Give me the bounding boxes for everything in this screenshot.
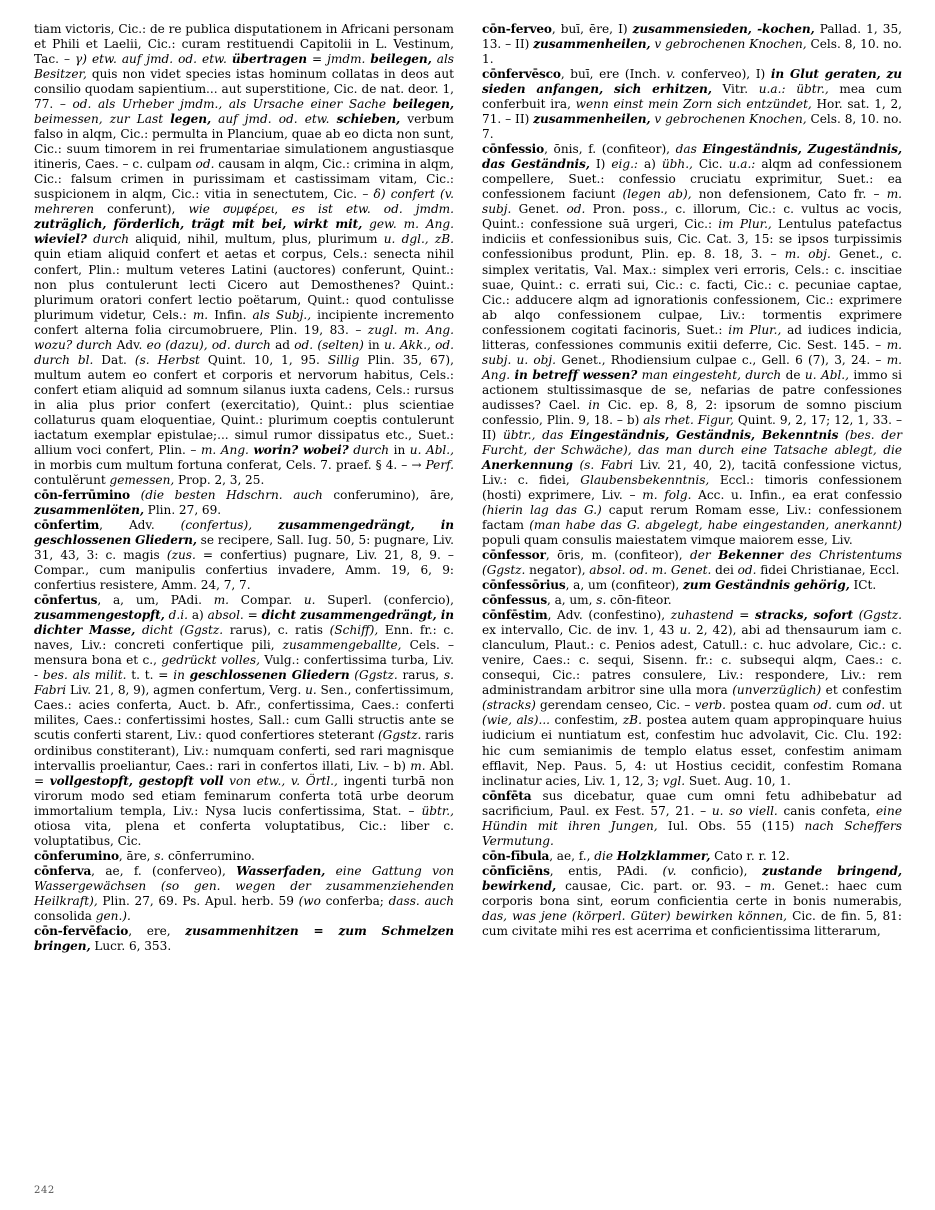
headword: cōnfessōrius: [482, 578, 566, 593]
headword: cōnfēstim: [482, 608, 548, 623]
entry-confessus: cōnfessus, a, um, s. cōn-fiteor.: [482, 593, 672, 608]
entry-conferva: cōnferva, ae, f. (conferveo), Wasserfaden, eine Gattung von Wassergewächsen (so gen. wegen der zusammenziehenden Heilkraft), Plin. 27, 69. Ps. Apul. herb. 59 (wo conferba; dass. auch consolida gen.).: [34, 863, 455, 923]
headword: cōnferva: [34, 863, 92, 878]
headword: cōnfertus: [34, 593, 98, 608]
headword: cōnfessus: [482, 593, 547, 608]
entry-conficiens: cōnfīciēns, entis, PAdi. (v. conficio), zustande bringend, bewirkend, causae, Cic. part. or. 93. – m. Genet.: haec cum corporis bona sint, eorum conficientia certe in bonis numerabis, das, was jene (körperl. Güter) bewirken können, Cic. de fin. 5, 81: cum civitate mihi res est acerrima et conficientissima litterarum,: [482, 863, 903, 938]
entry-confeta: cōnfēta sus dicebatur, quae cum omni fetu adhibebatur ad sacrificium, Paul. ex Fest. 57, 21. – u. so viell. canis confeta, eine Hündin mit ihren Jungen, Iul. Obs. 55 (115) nach Scheffers Vermutung.: [482, 788, 903, 848]
headword: cōnfessor: [482, 548, 546, 563]
two-column-layout: [34, 22, 901, 1162]
headword: cōn-ferveo: [482, 22, 552, 36]
entry-confessio: cōnfessio, ōnis, f. (confiteor), das Eingeständnis, Zugeständnis, das Geständnis, I) eig.: a) übh., Cic. u.a.: alqm ad confessionem compellere, Suet.: confessio cruciatu exprimitur, Suet.: ea confessionem faciunt (legen ab), non defensionem, Cato fr. – m. subj. Genet. od. Pron. poss., c. illorum, Cic.: c. vultus ac vocis, Quint.: confessione suā urgeri, Cic.: im Plur., Lentulus patefactus indiciis et confessionibus suis, Cic. Cat. 3, 15: se ipsos turpissimis confessionibus produnt, Plin. ep. 8. 18, 3. – m. obj. Genet., c. simplex veritatis, Val. Max.: simplex veri erroris, Cels.: c. inscitiae suae, Quint.: c. errati sui, Cic.: c. facti, Cic.: c. pecuniae captae, Cic.: adducere alqm ad ignorationis confessionem, Cic.: exprimere ab alqo confessionem culpae, Liv.: tormentis exprimere confessionem cogitati facinoris, Suet.: im Plur., ad iudices indicia, litteras, confessiones communis exitii deferre, Cic. Sest. 145. – m. subj. u. obj. Genet., Rhodiensium culpae c., Gell. 6 (7), 3, 24. – m. Ang. in betreff wessen? man eingesteht, durch de u. Abl., immo si actionem stultissimasque de se, nefarias de patre confessiones audisses? Cael. in Cic. ep. 8, 8, 2: ipsorum de somno piscium confessio, Plin. 9, 18. – b) als rhet. Figur, Quint. 9, 2, 17; 12, 1, 33. – II) übtr., das Eingeständnis, Geständnis, Bekenntnis (bes. der Furcht, der Schwäche), das man durch eine Tatsache ablegt, die Anerkennung (s. Fabri Liv. 21, 40, 2), tacitā confessione victus, Liv.: c. fidei, Glaubensbekenntnis, Eccl.: timoris confessionem (hosti) exprimere, Liv. – m. folg. Acc. u. Infin., ea erat confessio (hierin lag das G.) caput rerum Romam esse, Liv.: confessionem factam (man habe das G. abgelegt, habe eingestanden, anerkannt) populi quam consulis maiestatem vimque maiorem esse, Liv.: [482, 142, 903, 548]
headword: cōnfervēsco: [482, 67, 561, 82]
entry-con-ferrumino: cōn-ferrūmino (die besten Hdschrn. auch conferumino), āre, zusammenlöten, Plin. 27, 69.: [34, 487, 454, 517]
headword: cōnfīciēns: [482, 863, 550, 878]
entry-confertus: cōnfertus, a, um, PAdi. m. Compar. u. Superl. (confercio), zusammengestopft, d.i. a) absol. = dicht zusammengedrängt, in dichter Masse, dicht (Ggstz. rarus), c. ratis (Schiff), Enn. fr.: c. naves, Liv.: concreti confertique pili, zusammengeballte, Cels. – mensura bona et c., gedrückt volles, Vulg.: confertissima turba, Liv. - bes. als milit. t. t. = in geschlossenen Gliedern (Ggstz. rarus, s. Fabri Liv. 21, 8, 9), agmen confertum, Verg. u. Sen., confertissimum, Caes.: acies conferta, Auct. b. Afr., confertissima, Caes.: conferti milites, Caes.: confertissimi hostes, Sall.: cum Galli structis ante se scutis conferti starent, Liv.: quod confertiores steterant (Ggstz. raris ordinibus constiterant), Liv.: numquam conferti, sed rari magnisque intervallis proeliantur, Caes.: rari in confertos illati, Liv. – b) m. Abl. = vollgestopft, gestopft voll von etw., v. Örtl., ingenti turbā non virorum modo sed etiam feminarum conferta totā urbe deorum immortalium templa, Liv.: Nysa lucis confertissima, Stat. – übtr., otiosa vita, plena et conferta voluptatibus, Cic.: liber c. voluptatibus, Cic.: [34, 593, 455, 848]
entry-confestim: cōnfēstim, Adv. (confestino), zuhastend = stracks, sofort (Ggstz. ex intervallo, Cic. de inv. 1, 43 u. 2, 42), abi ad thensaurum iam c. clanculum, Plaut.: c. Penios adest, Catull.: c. huc advolare, Cic.: c. venire, Caes.: c. sequi, Sisenn. fr.: c. subsequi alqm, Caes.: c. consequi, Cic.: patres consulere, Liv.: respondere, Liv.: rem administrandam arbitror sine ulla mora (unverzüglich) et confestim (stracks) gerendam censeo, Cic. – verb. postea quam od. cum od. ut (wie, als)... confestim, zB. postea autem quam appropinquare huius iudicium ei nuntiatum est, confestim huc advolavit, Cic. Clu. 192: hic cum semianimis de templo elatus esset, confestim animam efflavit, Nep. Paus. 5, 4: ut Hostius cecidit, confestim Romana inclinatur acies, Liv. 1, 12, 3; vgl. Suet. Aug. 10, 1.: [482, 608, 903, 788]
entry-confessorius: cōnfessōrius, a, um (confiteor), zum Geständnis gehörig, ICt.: [482, 578, 877, 593]
entry-conferumino: cōnferumino, āre, s. cōnferrumino.: [34, 848, 255, 863]
entry-confessor: cōnfessor, ōris, m. (confiteor), der Bekenner des Christentums (Ggstz. negator), absol. od. m. Genet. dei od. fidei Christianae, Eccl.: [482, 548, 902, 578]
continuation-confero: tiam victoris, Cic.: de re publica disputationem in Africani personam et Phili et Laelii, Cic.: curam restituendi Capitolii in L. Vestinum, Tac. – γ) etw. auf jmd. od. etw. übertragen = jmdm. beilegen, als Besitzer, quis non videt species istas hominum collatas in deos aut consilio quodam sapientium... aut superstitione, Cic. de nat. deor. 1, 77. – od. als Urheber jmdm., als Ursache einer Sache beilegen, beimessen, zur Last legen, auf jmd. od. etw. schieben, verbum falso in alqm, Cic.: permulta in Plancium, quae ab eo dicta non sunt, Cic.: suum timorem in rei frumentariae simulationem angustiasque itineris, Caes. – c. culpam od. causam in alqm, Cic.: crimina in alqm, Cic.: falsum crimen in purissimam et castissimam vitam, Cic.: suspicionem in alqm, Cic.: vitia in senectutem, Cic. – δ) confert (v. mehreren conferunt), wie συμφέρει, es ist etw. od. jmdm. zuträglich, förderlich, trägt mit bei, wirkt mit, gew. m. Ang. wieviel? durch aliquid, nihil, multum, plus, plurimum u. dgl., zB. quin etiam aliquid confert et aetas et corpus, Cels.: senecta nihil confert, Plin.: multum veteres Latini (auctores) conferunt, Quint.: non plus contulerunt lecti Cicero aut Demosthenes? Quint.: plurimum oratori confert lectio poëtarum, Quint.: quod contulisse plurimum videtur, Cels.: m. Infin. als Subj., incipiente incremento confert alterna folia circumobruere, Plin. 19, 83. – zugl. m. Ang. wozu? durch Adv. eo (dazu), od. durch ad od. (selten) in u. Akk., od. durch bl. Dat. (s. Herbst Quint. 10, 1, 95. Sillig Plin. 35, 67), multum autem eo confert et corporis et nervorum habitus, Cels.: confert etiam aliquid ad somnum silanus iuxta cadens, Cels.: rursus in alia plus prior confert (exercitatio), Quint.: plus scientiae collaturus quam eloquentiae, Quint.: plurimum coeptis contulerunt iactatum exemplar epistulae;... simul rumor dissipatus etc., Suet.: allium voci confert, Plin. – m. Ang. worin? wobei? durch in u. Abl., in morbis cum multum fortuna conferat, Cels. 7. praef. § 4. – → Perf. contulĕrunt gemessen, Prop. 2, 3, 25.: [34, 22, 455, 487]
headword: cōnfessio: [482, 142, 545, 157]
entry-confertim: cōnfertim, Adv. (confertus), zusammengedrängt, in geschlossenen Gliedern, se recipere, Sall. Iug. 50, 5: pugnare, Liv. 31, 43, 3: c. magis (zus. = confertius) pugnare, Liv. 21, 8, 9. – Compar., cum manipulis confertius invadere, Amm. 19, 6, 9: confertius resistere, Amm. 24, 7, 7.: [34, 518, 454, 593]
headword: cōnfertim: [34, 518, 100, 533]
entry-confervesco: cōnfervēsco, buī, ere (Inch. v. conferveo), I) in Glut geraten, zu sieden anfangen, sich erhitzen, Vitr. u.a.: übtr., mea cum conferbuit ira, wenn einst mein Zorn sich entzündet, Hor. sat. 1, 2, 71. – II) zusammenheilen, v gebrochenen Knochen, Cels. 8, 10. no. 7.: [482, 67, 902, 142]
entry-con-ferveo: cōn-ferveo, buī, ēre, I) zusammensieden, -kochen, Pallad. 1, 35, 13. – II) zusammenheilen, v gebrochenen Knochen, Cels. 8, 10. no. 1.: [482, 22, 903, 67]
headword: cōn-fervēfacio: [34, 923, 129, 938]
entry-con-fervefacio: cōn-fervēfacio, ere, zusammenhitzen = zum Schmelzen bringen, Lucr. 6, 353.: [34, 923, 454, 953]
headword: cōn-ferrūmino: [34, 487, 130, 502]
page-number: 242: [34, 1185, 55, 1196]
right-text-column: [482, 22, 902, 1162]
headword: cōnfēta: [482, 788, 532, 803]
headword: cōn-fībula: [482, 848, 550, 863]
left-text-column: [34, 22, 454, 1162]
headword: cōnferumino: [34, 848, 119, 863]
entry-con-fibula: cōn-fībula, ae, f., die Holzklammer, Cato r. r. 12.: [482, 848, 790, 863]
